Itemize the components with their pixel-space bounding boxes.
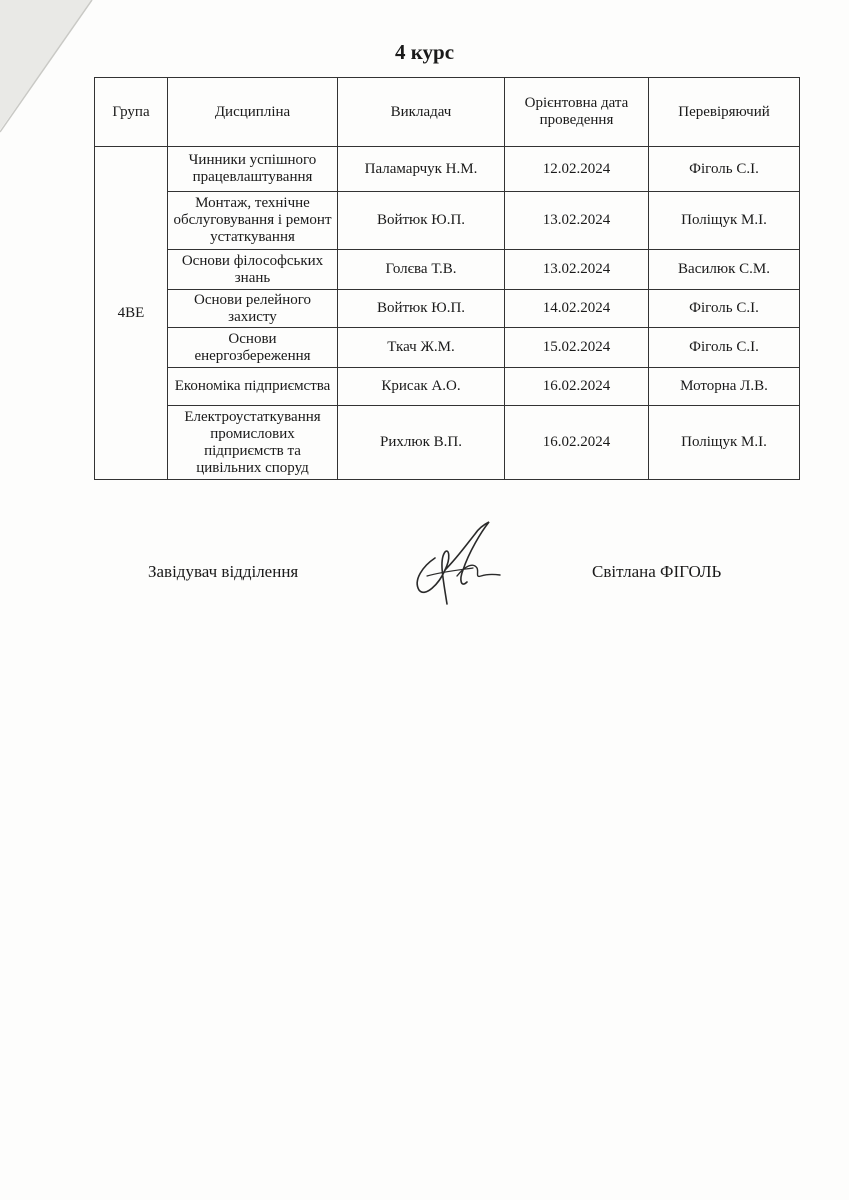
table-row xyxy=(95,328,800,368)
teacher-cell: Крисак А.О. xyxy=(338,368,505,406)
table-row xyxy=(95,290,800,328)
date-cell: 16.02.2024 xyxy=(505,368,649,406)
checker-cell: Фіголь С.І. xyxy=(649,290,800,328)
discipline-cell: Монтаж, технічне обслуговування і ремонт устаткування xyxy=(168,192,338,250)
footer-name: Світлана ФІГОЛЬ xyxy=(592,562,722,581)
date-cell: 16.02.2024 xyxy=(505,406,649,480)
checker-cell: Фіголь С.І. xyxy=(649,328,800,368)
checker-cell: Моторна Л.В. xyxy=(649,368,800,406)
table-row xyxy=(95,406,800,480)
table-row xyxy=(95,192,800,250)
footer-role: Завідувач відділення xyxy=(148,562,299,581)
date-cell: 14.02.2024 xyxy=(505,290,649,328)
header-checker: Перевіряючий xyxy=(649,78,800,147)
group-cell: 4ВЕ xyxy=(95,147,168,480)
teacher-cell: Паламарчук Н.М. xyxy=(338,147,505,192)
table-header-row xyxy=(95,78,800,147)
discipline-cell: Електроустаткування промислових підприємств та цивільних споруд xyxy=(168,406,338,480)
checker-cell: Василюк С.М. xyxy=(649,250,800,290)
date-cell: 13.02.2024 xyxy=(505,250,649,290)
checker-cell: Поліщук М.І. xyxy=(649,406,800,480)
teacher-cell: Рихлюк В.П. xyxy=(338,406,505,480)
teacher-cell: Ткач Ж.М. xyxy=(338,328,505,368)
header-date: Орієнтовна дата проведення xyxy=(505,78,649,147)
date-cell: 12.02.2024 xyxy=(505,147,649,192)
discipline-cell: Чинники успішного працевлаштування xyxy=(168,147,338,192)
date-cell: 13.02.2024 xyxy=(505,192,649,250)
discipline-cell: Економіка підприємства xyxy=(168,368,338,406)
table-row xyxy=(95,147,800,192)
teacher-cell: Войтюк Ю.П. xyxy=(338,192,505,250)
table-row xyxy=(95,368,800,406)
signature xyxy=(405,518,505,610)
checker-cell: Фіголь С.І. xyxy=(649,147,800,192)
header-teacher: Викладач xyxy=(338,78,505,147)
header-group: Група xyxy=(95,78,168,147)
discipline-cell: Основи енергозбереження xyxy=(168,328,338,368)
date-cell: 15.02.2024 xyxy=(505,328,649,368)
schedule-table xyxy=(94,77,800,480)
header-discipline: Дисципліна xyxy=(168,78,338,147)
discipline-cell: Основи філософських знань xyxy=(168,250,338,290)
discipline-cell: Основи релейного захисту xyxy=(168,290,338,328)
checker-cell: Поліщук М.І. xyxy=(649,192,800,250)
teacher-cell: Войтюк Ю.П. xyxy=(338,290,505,328)
table-row xyxy=(95,250,800,290)
page-title: 4 курс xyxy=(394,40,455,64)
teacher-cell: Голєва Т.В. xyxy=(338,250,505,290)
